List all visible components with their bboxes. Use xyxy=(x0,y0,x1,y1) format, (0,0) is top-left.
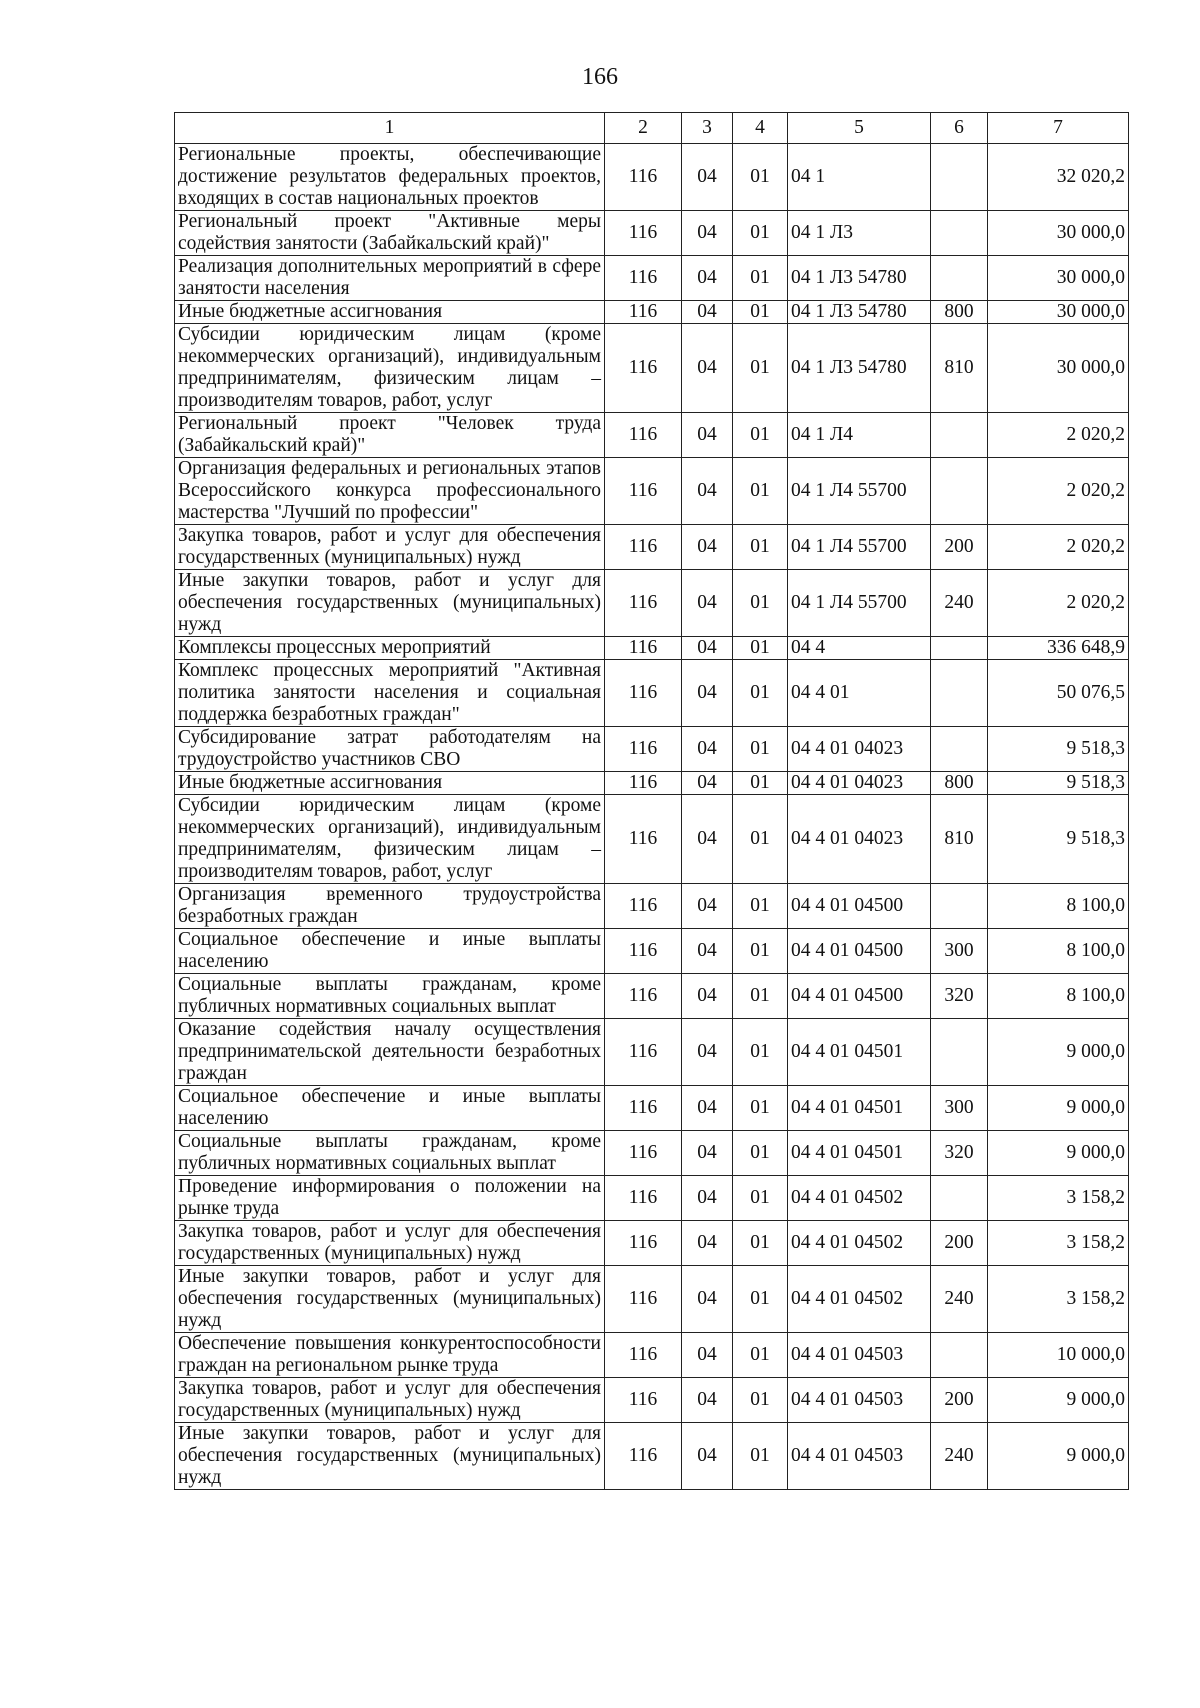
section-code-cell: 04 xyxy=(682,525,733,570)
row-name-cell: Региональный проект "Активные меры содействия занятости (Забайкальский край)" xyxy=(175,211,605,256)
ministry-code-cell: 116 xyxy=(605,1019,682,1086)
section-code-cell: 04 xyxy=(682,1423,733,1490)
subsection-code-cell: 01 xyxy=(733,974,788,1019)
header-cell-4: 4 xyxy=(733,113,788,144)
target-article-code-cell: 04 1 xyxy=(788,144,931,211)
row-name-cell: Иные бюджетные ассигнования xyxy=(175,301,605,324)
section-code-cell: 04 xyxy=(682,884,733,929)
ministry-code-cell: 116 xyxy=(605,256,682,301)
row-name-cell: Социальное обеспечение и иные выплаты населению xyxy=(175,1086,605,1131)
amount-cell: 9 000,0 xyxy=(988,1378,1129,1423)
amount-cell: 9 000,0 xyxy=(988,1086,1129,1131)
target-article-code-cell: 04 4 01 04500 xyxy=(788,884,931,929)
row-name-cell: Организация федеральных и региональных этапов Всероссийского конкурса профессионального мастерства "Лучший по профессии" xyxy=(175,458,605,525)
ministry-code-cell: 116 xyxy=(605,795,682,884)
table-row xyxy=(175,1378,1129,1423)
section-code-cell: 04 xyxy=(682,211,733,256)
amount-cell: 30 000,0 xyxy=(988,301,1129,324)
expense-type-code-cell xyxy=(931,1176,988,1221)
amount-cell: 3 158,2 xyxy=(988,1176,1129,1221)
ministry-code-cell: 116 xyxy=(605,458,682,525)
ministry-code-cell: 116 xyxy=(605,660,682,727)
row-name-cell: Региональные проекты, обеспечивающие достижение результатов федеральных проектов, входящих в состав национальных проектов xyxy=(175,144,605,211)
table-row xyxy=(175,324,1129,413)
amount-cell: 336 648,9 xyxy=(988,637,1129,660)
amount-cell: 10 000,0 xyxy=(988,1333,1129,1378)
target-article-code-cell: 04 4 01 04503 xyxy=(788,1423,931,1490)
row-name-cell: Региональный проект "Человек труда (Забайкальский край)" xyxy=(175,413,605,458)
section-code-cell: 04 xyxy=(682,1221,733,1266)
target-article-code-cell: 04 1 Л4 55700 xyxy=(788,525,931,570)
ministry-code-cell: 116 xyxy=(605,570,682,637)
subsection-code-cell: 01 xyxy=(733,1176,788,1221)
expense-type-code-cell xyxy=(931,1019,988,1086)
table-row xyxy=(175,727,1129,772)
table-row xyxy=(175,660,1129,727)
ministry-code-cell: 116 xyxy=(605,1378,682,1423)
row-name-cell: Социальные выплаты гражданам, кроме публичных нормативных социальных выплат xyxy=(175,1131,605,1176)
amount-cell: 9 518,3 xyxy=(988,772,1129,795)
section-code-cell: 04 xyxy=(682,1176,733,1221)
section-code-cell: 04 xyxy=(682,974,733,1019)
table-row xyxy=(175,525,1129,570)
subsection-code-cell: 01 xyxy=(733,324,788,413)
row-name-cell: Иные закупки товаров, работ и услуг для обеспечения государственных (муниципальных) нужд xyxy=(175,570,605,637)
target-article-code-cell: 04 4 01 04503 xyxy=(788,1378,931,1423)
amount-cell: 2 020,2 xyxy=(988,525,1129,570)
section-code-cell: 04 xyxy=(682,929,733,974)
subsection-code-cell: 01 xyxy=(733,413,788,458)
target-article-code-cell: 04 4 01 04502 xyxy=(788,1176,931,1221)
expense-type-code-cell xyxy=(931,256,988,301)
subsection-code-cell: 01 xyxy=(733,1266,788,1333)
expense-type-code-cell xyxy=(931,884,988,929)
target-article-code-cell: 04 1 Л4 55700 xyxy=(788,570,931,637)
table-row xyxy=(175,301,1129,324)
expense-type-code-cell: 800 xyxy=(931,301,988,324)
ministry-code-cell: 116 xyxy=(605,727,682,772)
row-name-cell: Организация временного трудоустройства безработных граждан xyxy=(175,884,605,929)
table-row xyxy=(175,413,1129,458)
ministry-code-cell: 116 xyxy=(605,413,682,458)
ministry-code-cell: 116 xyxy=(605,1333,682,1378)
table-row xyxy=(175,458,1129,525)
target-article-code-cell: 04 1 Л3 54780 xyxy=(788,324,931,413)
subsection-code-cell: 01 xyxy=(733,301,788,324)
amount-cell: 2 020,2 xyxy=(988,458,1129,525)
subsection-code-cell: 01 xyxy=(733,1086,788,1131)
subsection-code-cell: 01 xyxy=(733,795,788,884)
header-cell-6: 6 xyxy=(931,113,988,144)
amount-cell: 3 158,2 xyxy=(988,1221,1129,1266)
section-code-cell: 04 xyxy=(682,1378,733,1423)
table-row xyxy=(175,1019,1129,1086)
section-code-cell: 04 xyxy=(682,637,733,660)
table-row xyxy=(175,1176,1129,1221)
ministry-code-cell: 116 xyxy=(605,301,682,324)
row-name-cell: Иные закупки товаров, работ и услуг для обеспечения государственных (муниципальных) нужд xyxy=(175,1266,605,1333)
amount-cell: 2 020,2 xyxy=(988,413,1129,458)
amount-cell: 9 000,0 xyxy=(988,1423,1129,1490)
table-header xyxy=(175,113,1129,144)
subsection-code-cell: 01 xyxy=(733,144,788,211)
expense-type-code-cell xyxy=(931,1333,988,1378)
target-article-code-cell: 04 1 Л4 xyxy=(788,413,931,458)
expense-type-code-cell xyxy=(931,727,988,772)
ministry-code-cell: 116 xyxy=(605,1221,682,1266)
expense-type-code-cell: 200 xyxy=(931,525,988,570)
amount-cell: 9 518,3 xyxy=(988,795,1129,884)
expense-type-code-cell xyxy=(931,637,988,660)
expense-type-code-cell: 810 xyxy=(931,324,988,413)
target-article-code-cell: 04 4 01 04501 xyxy=(788,1086,931,1131)
row-name-cell: Обеспечение повышения конкурентоспособности граждан на региональном рынке труда xyxy=(175,1333,605,1378)
expense-type-code-cell: 800 xyxy=(931,772,988,795)
target-article-code-cell: 04 4 01 04503 xyxy=(788,1333,931,1378)
ministry-code-cell: 116 xyxy=(605,637,682,660)
table-row xyxy=(175,884,1129,929)
header-cell-3: 3 xyxy=(682,113,733,144)
expense-type-code-cell xyxy=(931,413,988,458)
row-name-cell: Социальные выплаты гражданам, кроме публичных нормативных социальных выплат xyxy=(175,974,605,1019)
subsection-code-cell: 01 xyxy=(733,256,788,301)
target-article-code-cell: 04 4 01 04500 xyxy=(788,974,931,1019)
amount-cell: 30 000,0 xyxy=(988,324,1129,413)
subsection-code-cell: 01 xyxy=(733,660,788,727)
table-row xyxy=(175,1221,1129,1266)
section-code-cell: 04 xyxy=(682,660,733,727)
section-code-cell: 04 xyxy=(682,570,733,637)
table-row xyxy=(175,144,1129,211)
section-code-cell: 04 xyxy=(682,458,733,525)
table-row xyxy=(175,1423,1129,1490)
ministry-code-cell: 116 xyxy=(605,1176,682,1221)
section-code-cell: 04 xyxy=(682,413,733,458)
target-article-code-cell: 04 4 01 04502 xyxy=(788,1266,931,1333)
header-cell-1: 1 xyxy=(175,113,605,144)
target-article-code-cell: 04 1 Л3 54780 xyxy=(788,256,931,301)
amount-cell: 30 000,0 xyxy=(988,256,1129,301)
amount-cell: 9 000,0 xyxy=(988,1131,1129,1176)
table-row xyxy=(175,1266,1129,1333)
section-code-cell: 04 xyxy=(682,256,733,301)
ministry-code-cell: 116 xyxy=(605,1131,682,1176)
subsection-code-cell: 01 xyxy=(733,727,788,772)
ministry-code-cell: 116 xyxy=(605,1086,682,1131)
target-article-code-cell: 04 4 01 04501 xyxy=(788,1131,931,1176)
expense-type-code-cell xyxy=(931,458,988,525)
amount-cell: 3 158,2 xyxy=(988,1266,1129,1333)
section-code-cell: 04 xyxy=(682,795,733,884)
expense-type-code-cell xyxy=(931,144,988,211)
row-name-cell: Субсидии юридическим лицам (кроме некоммерческих организаций), индивидуальным предпринимателям, физическим лицам – производителям товаров, работ, услуг xyxy=(175,795,605,884)
section-code-cell: 04 xyxy=(682,301,733,324)
row-name-cell: Закупка товаров, работ и услуг для обеспечения государственных (муниципальных) нужд xyxy=(175,1378,605,1423)
section-code-cell: 04 xyxy=(682,1266,733,1333)
target-article-code-cell: 04 1 Л3 xyxy=(788,211,931,256)
section-code-cell: 04 xyxy=(682,1131,733,1176)
amount-cell: 32 020,2 xyxy=(988,144,1129,211)
ministry-code-cell: 116 xyxy=(605,884,682,929)
expense-type-code-cell: 200 xyxy=(931,1378,988,1423)
target-article-code-cell: 04 4 01 04023 xyxy=(788,795,931,884)
row-name-cell: Иные бюджетные ассигнования xyxy=(175,772,605,795)
ministry-code-cell: 116 xyxy=(605,974,682,1019)
row-name-cell: Закупка товаров, работ и услуг для обеспечения государственных (муниципальных) нужд xyxy=(175,1221,605,1266)
row-name-cell: Субсидирование затрат работодателям на трудоустройство участников СВО xyxy=(175,727,605,772)
expense-type-code-cell: 240 xyxy=(931,1266,988,1333)
ministry-code-cell: 116 xyxy=(605,772,682,795)
expense-type-code-cell xyxy=(931,660,988,727)
section-code-cell: 04 xyxy=(682,1086,733,1131)
section-code-cell: 04 xyxy=(682,144,733,211)
subsection-code-cell: 01 xyxy=(733,458,788,525)
amount-cell: 8 100,0 xyxy=(988,884,1129,929)
ministry-code-cell: 116 xyxy=(605,144,682,211)
expense-type-code-cell: 300 xyxy=(931,1086,988,1131)
table-row xyxy=(175,211,1129,256)
ministry-code-cell: 116 xyxy=(605,929,682,974)
subsection-code-cell: 01 xyxy=(733,772,788,795)
table-row xyxy=(175,929,1129,974)
row-name-cell: Комплексы процессных мероприятий xyxy=(175,637,605,660)
ministry-code-cell: 116 xyxy=(605,211,682,256)
target-article-code-cell: 04 4 01 04500 xyxy=(788,929,931,974)
section-code-cell: 04 xyxy=(682,1019,733,1086)
target-article-code-cell: 04 4 01 04501 xyxy=(788,1019,931,1086)
ministry-code-cell: 116 xyxy=(605,1423,682,1490)
subsection-code-cell: 01 xyxy=(733,1131,788,1176)
expense-type-code-cell: 320 xyxy=(931,974,988,1019)
target-article-code-cell: 04 4 01 xyxy=(788,660,931,727)
table-row xyxy=(175,974,1129,1019)
amount-cell: 8 100,0 xyxy=(988,929,1129,974)
table-row xyxy=(175,772,1129,795)
row-name-cell: Проведение информирования о положении на рынке труда xyxy=(175,1176,605,1221)
row-name-cell: Оказание содействия началу осуществления предпринимательской деятельности безработных граждан xyxy=(175,1019,605,1086)
target-article-code-cell: 04 4 xyxy=(788,637,931,660)
expense-type-code-cell: 300 xyxy=(931,929,988,974)
header-cell-7: 7 xyxy=(988,113,1129,144)
target-article-code-cell: 04 1 Л4 55700 xyxy=(788,458,931,525)
expense-type-code-cell: 240 xyxy=(931,1423,988,1490)
header-row xyxy=(175,113,1129,144)
subsection-code-cell: 01 xyxy=(733,1019,788,1086)
expense-type-code-cell: 200 xyxy=(931,1221,988,1266)
table-row xyxy=(175,1086,1129,1131)
subsection-code-cell: 01 xyxy=(733,1333,788,1378)
amount-cell: 8 100,0 xyxy=(988,974,1129,1019)
header-cell-5: 5 xyxy=(788,113,931,144)
expense-type-code-cell: 240 xyxy=(931,570,988,637)
expense-type-code-cell: 810 xyxy=(931,795,988,884)
row-name-cell: Реализация дополнительных мероприятий в сфере занятости населения xyxy=(175,256,605,301)
row-name-cell: Иные закупки товаров, работ и услуг для обеспечения государственных (муниципальных) нужд xyxy=(175,1423,605,1490)
ministry-code-cell: 116 xyxy=(605,1266,682,1333)
table-row xyxy=(175,795,1129,884)
subsection-code-cell: 01 xyxy=(733,884,788,929)
subsection-code-cell: 01 xyxy=(733,570,788,637)
target-article-code-cell: 04 4 01 04023 xyxy=(788,772,931,795)
section-code-cell: 04 xyxy=(682,727,733,772)
subsection-code-cell: 01 xyxy=(733,929,788,974)
amount-cell: 9 518,3 xyxy=(988,727,1129,772)
expense-type-code-cell xyxy=(931,211,988,256)
amount-cell: 30 000,0 xyxy=(988,211,1129,256)
target-article-code-cell: 04 4 01 04502 xyxy=(788,1221,931,1266)
table-row xyxy=(175,1333,1129,1378)
page-number: 166 xyxy=(582,64,618,90)
table-row xyxy=(175,637,1129,660)
section-code-cell: 04 xyxy=(682,1333,733,1378)
header-cell-2: 2 xyxy=(605,113,682,144)
row-name-cell: Комплекс процессных мероприятий "Активная политика занятости населения и социальная поддержка безработных граждан" xyxy=(175,660,605,727)
amount-cell: 9 000,0 xyxy=(988,1019,1129,1086)
subsection-code-cell: 01 xyxy=(733,637,788,660)
table-row xyxy=(175,256,1129,301)
amount-cell: 50 076,5 xyxy=(988,660,1129,727)
ministry-code-cell: 116 xyxy=(605,525,682,570)
table-row xyxy=(175,1131,1129,1176)
expense-type-code-cell: 320 xyxy=(931,1131,988,1176)
amount-cell: 2 020,2 xyxy=(988,570,1129,637)
budget-table xyxy=(174,112,1129,1490)
row-name-cell: Субсидии юридическим лицам (кроме некоммерческих организаций), индивидуальным предпринимателям, физическим лицам – производителям товаров, работ, услуг xyxy=(175,324,605,413)
subsection-code-cell: 01 xyxy=(733,1378,788,1423)
subsection-code-cell: 01 xyxy=(733,525,788,570)
table-row xyxy=(175,570,1129,637)
section-code-cell: 04 xyxy=(682,324,733,413)
row-name-cell: Закупка товаров, работ и услуг для обеспечения государственных (муниципальных) нужд xyxy=(175,525,605,570)
ministry-code-cell: 116 xyxy=(605,324,682,413)
row-name-cell: Социальное обеспечение и иные выплаты населению xyxy=(175,929,605,974)
subsection-code-cell: 01 xyxy=(733,1221,788,1266)
subsection-code-cell: 01 xyxy=(733,211,788,256)
target-article-code-cell: 04 4 01 04023 xyxy=(788,727,931,772)
section-code-cell: 04 xyxy=(682,772,733,795)
table-body xyxy=(175,144,1129,1490)
subsection-code-cell: 01 xyxy=(733,1423,788,1490)
target-article-code-cell: 04 1 Л3 54780 xyxy=(788,301,931,324)
